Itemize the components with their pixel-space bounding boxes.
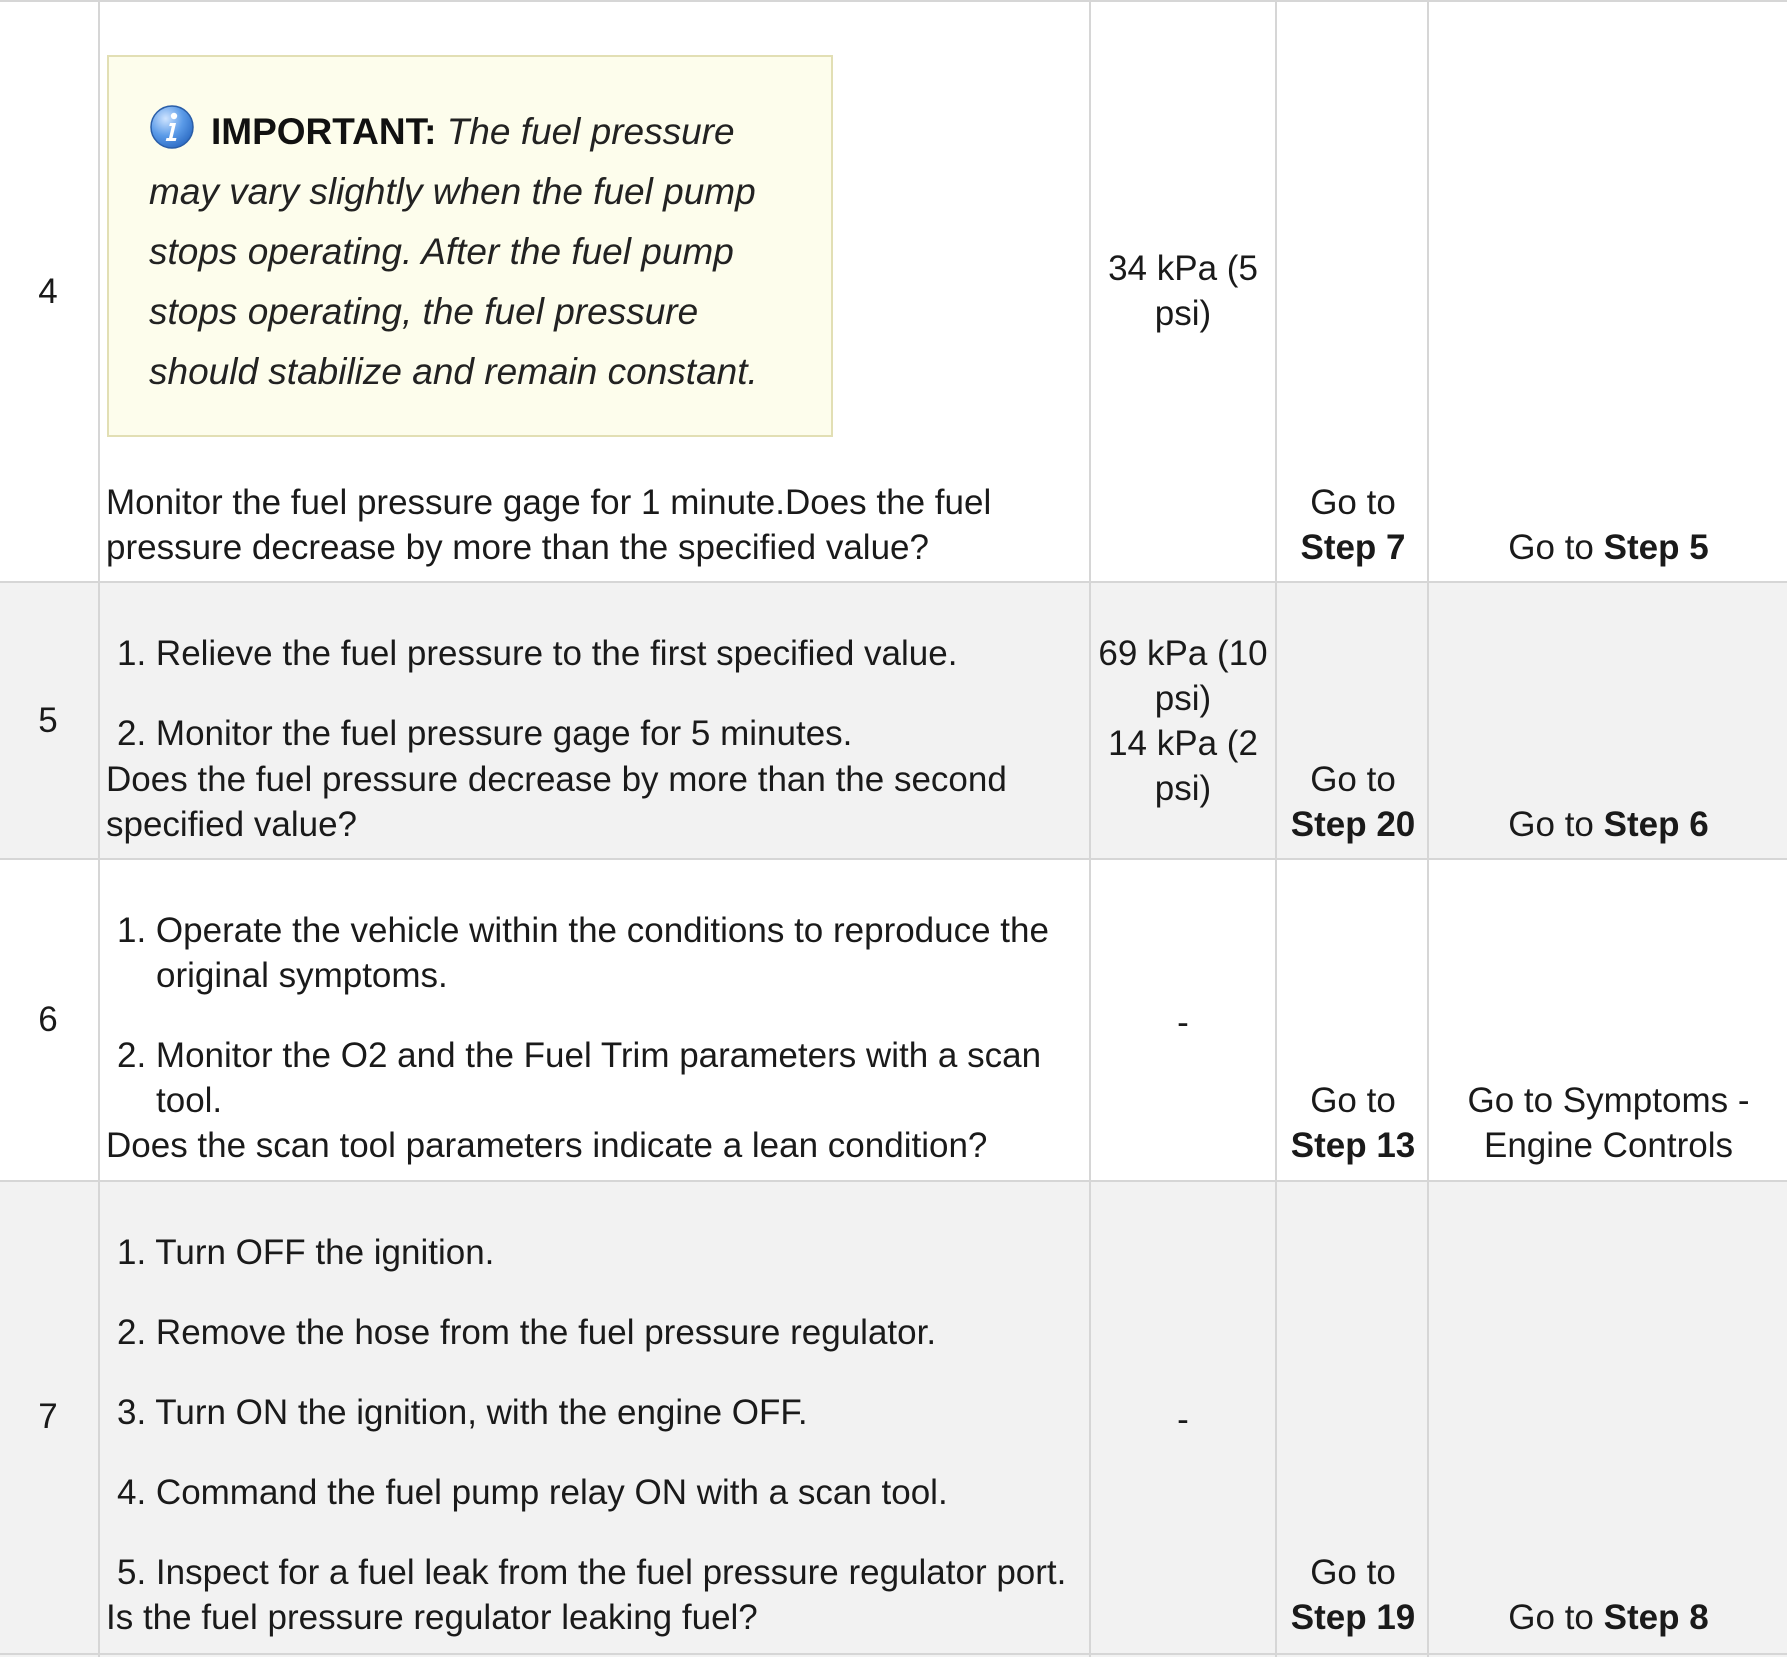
yes-step-link[interactable]: Step 20 bbox=[1290, 805, 1416, 844]
grid-line bbox=[0, 1653, 1787, 1655]
no-prefix: Go to bbox=[1508, 1598, 1594, 1637]
spec-value: - bbox=[1177, 1400, 1189, 1439]
spec-line: 34 kPa (5 bbox=[1108, 249, 1258, 288]
important-line: The fuel pressure bbox=[446, 111, 735, 152]
spec-line: psi) bbox=[1154, 769, 1212, 808]
grid-line bbox=[1275, 0, 1277, 1657]
no-step-link[interactable]: Step 8 bbox=[1603, 1598, 1709, 1637]
action-item: 4. Command the fuel pump relay ON with a scan tool. bbox=[117, 1473, 948, 1512]
question-line: Monitor the fuel pressure gage for 1 minute.Does the fuel bbox=[106, 483, 992, 522]
yes-action[interactable] bbox=[1278, 1550, 1428, 1640]
no-step-link[interactable]: Step 6 bbox=[1603, 805, 1709, 844]
spec-value: - bbox=[1177, 1003, 1189, 1042]
no-action[interactable] bbox=[1430, 802, 1787, 847]
action-item: tool. bbox=[156, 1081, 223, 1120]
question-line: specified value? bbox=[106, 805, 357, 844]
no-step-link[interactable]: Step 5 bbox=[1603, 528, 1709, 567]
grid-line bbox=[98, 0, 100, 1657]
yes-step-link[interactable]: Step 7 bbox=[1300, 528, 1406, 567]
no-prefix: Go to bbox=[1508, 528, 1594, 567]
step-number: 7 bbox=[38, 1397, 58, 1436]
no-action[interactable] bbox=[1430, 1078, 1787, 1168]
yes-prefix: Go to bbox=[1310, 1553, 1396, 1592]
important-line: may vary slightly when the fuel pump bbox=[149, 171, 756, 212]
important-line: stops operating. After the fuel pump bbox=[149, 231, 734, 272]
action-item: 1. Turn OFF the ignition. bbox=[117, 1233, 495, 1272]
spec-value bbox=[1092, 631, 1274, 811]
yes-step-link[interactable]: Step 13 bbox=[1290, 1126, 1416, 1165]
grid-line bbox=[0, 858, 1787, 860]
yes-action[interactable] bbox=[1278, 1078, 1428, 1168]
spec-line: psi) bbox=[1154, 679, 1212, 718]
spec-line: 14 kPa (2 bbox=[1108, 724, 1258, 763]
yes-action[interactable] bbox=[1278, 757, 1428, 847]
question-line: Is the fuel pressure regulator leaking fuel? bbox=[106, 1598, 758, 1637]
important-line: stops operating, the fuel pressure bbox=[149, 291, 699, 332]
important-text bbox=[149, 102, 809, 402]
step-number: 4 bbox=[38, 272, 58, 311]
step-number: 6 bbox=[38, 1000, 58, 1039]
grid-line bbox=[1089, 0, 1091, 1657]
question-line: Does the scan tool parameters indicate a lean condition? bbox=[106, 1126, 988, 1165]
action-item: 3. Turn ON the ignition, with the engine OFF. bbox=[117, 1393, 808, 1432]
action-item: 2. Monitor the fuel pressure gage for 5 minutes. bbox=[117, 714, 853, 753]
grid-line bbox=[0, 0, 1787, 2]
grid-line bbox=[0, 581, 1787, 583]
no-prefix: Go to bbox=[1508, 805, 1594, 844]
yes-prefix: Go to bbox=[1310, 1081, 1396, 1120]
action-item: 1. Relieve the fuel pressure to the first specified value. bbox=[117, 634, 958, 673]
action-item: 1. Operate the vehicle within the conditions to reproduce the bbox=[117, 911, 1049, 950]
no-action[interactable] bbox=[1430, 525, 1787, 570]
action-item: 5. Inspect for a fuel leak from the fuel pressure regulator port. bbox=[117, 1553, 1067, 1592]
spec-line: 69 kPa (10 bbox=[1098, 634, 1268, 673]
grid-line bbox=[0, 1180, 1787, 1182]
important-line: should stabilize and remain constant. bbox=[149, 351, 758, 392]
action-item: 2. Monitor the O2 and the Fuel Trim parameters with a scan bbox=[117, 1036, 1042, 1075]
important-note bbox=[107, 55, 833, 437]
important-label: IMPORTANT: bbox=[211, 111, 437, 152]
step-number: 5 bbox=[38, 701, 58, 740]
action-item: 2. Remove the hose from the fuel pressure regulator. bbox=[117, 1313, 937, 1352]
yes-step-link[interactable]: Step 19 bbox=[1290, 1598, 1416, 1637]
yes-prefix: Go to bbox=[1310, 760, 1396, 799]
question-line: Does the fuel pressure decrease by more than the second bbox=[106, 760, 1007, 799]
yes-prefix: Go to bbox=[1310, 483, 1396, 522]
info-icon bbox=[149, 104, 195, 150]
spec-value bbox=[1092, 246, 1274, 336]
no-line: Engine Controls bbox=[1483, 1126, 1734, 1165]
yes-action[interactable] bbox=[1278, 480, 1428, 570]
no-action[interactable] bbox=[1430, 1595, 1787, 1640]
spec-line: psi) bbox=[1154, 294, 1212, 333]
no-line: Go to Symptoms - bbox=[1467, 1081, 1750, 1120]
action-item: original symptoms. bbox=[156, 956, 448, 995]
question-line: pressure decrease by more than the specified value? bbox=[106, 528, 929, 567]
